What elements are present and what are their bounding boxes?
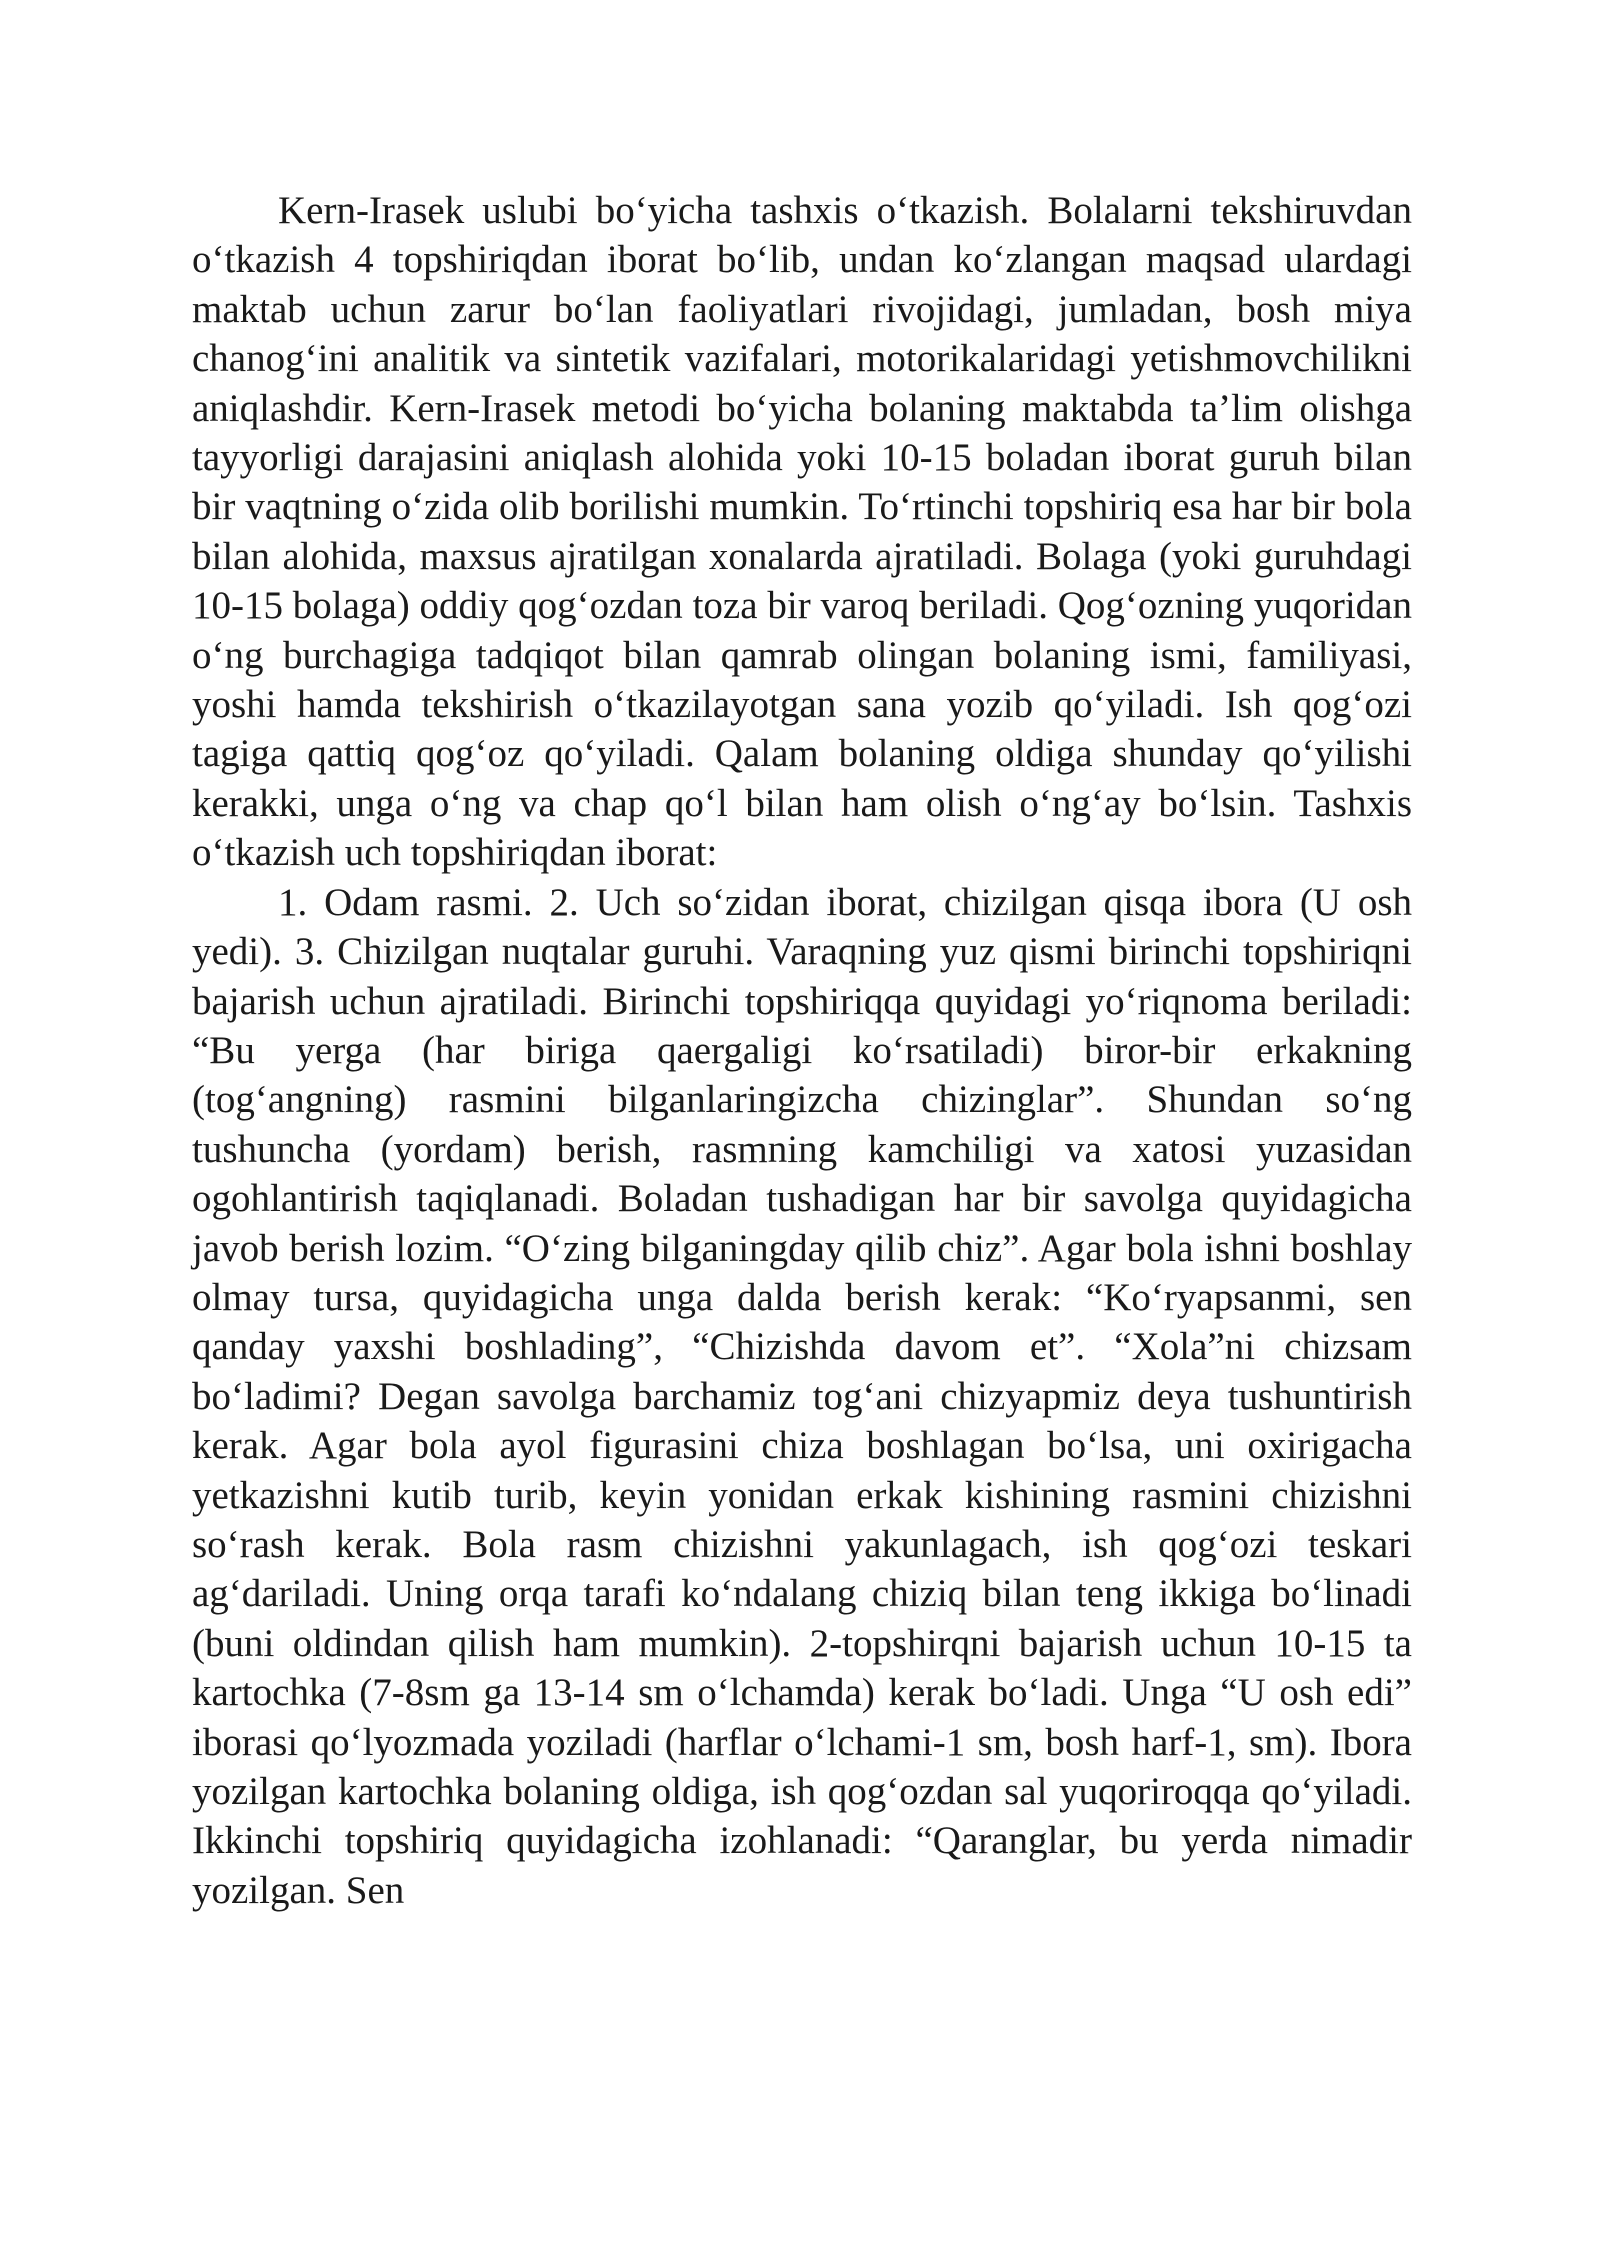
paragraph-kern-irasek-intro: Kern-Irasek uslubi bo‘yicha tashxis o‘tkazish. Bolalarni tekshiruvdan o‘tkazish 4 topshiriqdan iborat bo‘lib, undan ko‘zlangan maqsad ulardagi maktab uchun zarur bo‘lan faoliyatlari rivojidagi, jumladan, bosh miya chanog‘ini analitik va sintetik vazifalari, motorikalaridagi yetishmovchilikni aniqlashdir. Kern-Irasek metodi bo‘yicha bolaning maktabda ta’lim olishga tayyorligi darajasini aniqlash alohida yoki 10-15 boladan iborat guruh bilan bir vaqtning o‘zida olib borilishi mumkin. To‘rtinchi topshiriq esa har bir bola bilan alohida, maxsus ajratilgan xonalarda ajratiladi. Bolaga (yoki guruhdagi 10-15 bolaga) oddiy qog‘ozdan toza bir varoq beriladi. Qog‘ozning yuqoridan o‘ng burchagiga tadqiqot bilan qamrab olingan bolaning ismi, familiyasi, yoshi hamda tekshirish o‘tkazilayotgan sana yozib qo‘yiladi. Ish qog‘ozi tagiga qattiq qog‘oz qo‘yiladi. Qalam bolaning oldiga shunday qo‘yilishi kerakki, unga o‘ng va chap qo‘l bilan ham olish o‘ng‘ay bo‘lsin. Tashxis o‘tkazish uch topshiriqdan iborat:	[192, 189, 1412, 875]
body-text	[192, 186, 1412, 1915]
paragraph-tasks-description: 1. Odam rasmi. 2. Uch so‘zidan iborat, chizilgan qisqa ibora (U osh yedi). 3. Chizilgan nuqtalar guruhi. Varaqning yuz qismi birinchi topshiriqni bajarish uchun ajratiladi. Birinchi topshiriqqa quyidagi yo‘riqnoma beriladi: “Bu yerga (har biriga qaergaligi ko‘rsatiladi) biror-bir erkakning (tog‘angning) rasmini bilganlaringizcha chizinglar”. Shundan so‘ng tushuncha (yordam) berish, rasmning kamchiligi va xatosi yuzasidan ogohlantirish taqiqlanadi. Boladan tushadigan har bir savolga quyidagicha javob berish lozim. “O‘zing bilganingday qilib chiz”. Agar bola ishni boshlay olmay tursa, quyidagicha unga dalda berish kerak: “Ko‘ryapsanmi, sen qanday yaxshi boshlading”, “Chizishda davom et”. “Xola”ni chizsam bo‘ladimi? Degan savolga barchamiz tog‘ani chizyapmiz deya tushuntirish kerak. Agar bola ayol figurasini chiza boshlagan bo‘lsa, uni oxirigacha yetkazishni kutib turib, keyin yonidan erkak kishining rasmini chizishni so‘rash kerak. Bola rasm chizishni yakunlagach, ish qog‘ozi teskari ag‘dariladi. Uning orqa tarafi ko‘ndalang chiziq bilan teng ikkiga bo‘linadi (buni oldindan qilish ham mumkin). 2-topshirqni bajarish uchun 10-15 ta kartochka (7-8sm ga 13-14 sm o‘lchamda) kerak bo‘ladi. Unga “U osh edi” iborasi qo‘lyozmada yoziladi (harflar o‘lchami-1 sm, bosh harf-1, sm). Ibora yozilgan kartochka bolaning oldiga, ish qog‘ozdan sal yuqoriroqqa qo‘yiladi. Ikkinchi topshiriq quyidagicha izohlanadi: “Qaranglar, bu yerda nimadir yozilgan. Sen	[192, 880, 1412, 1912]
